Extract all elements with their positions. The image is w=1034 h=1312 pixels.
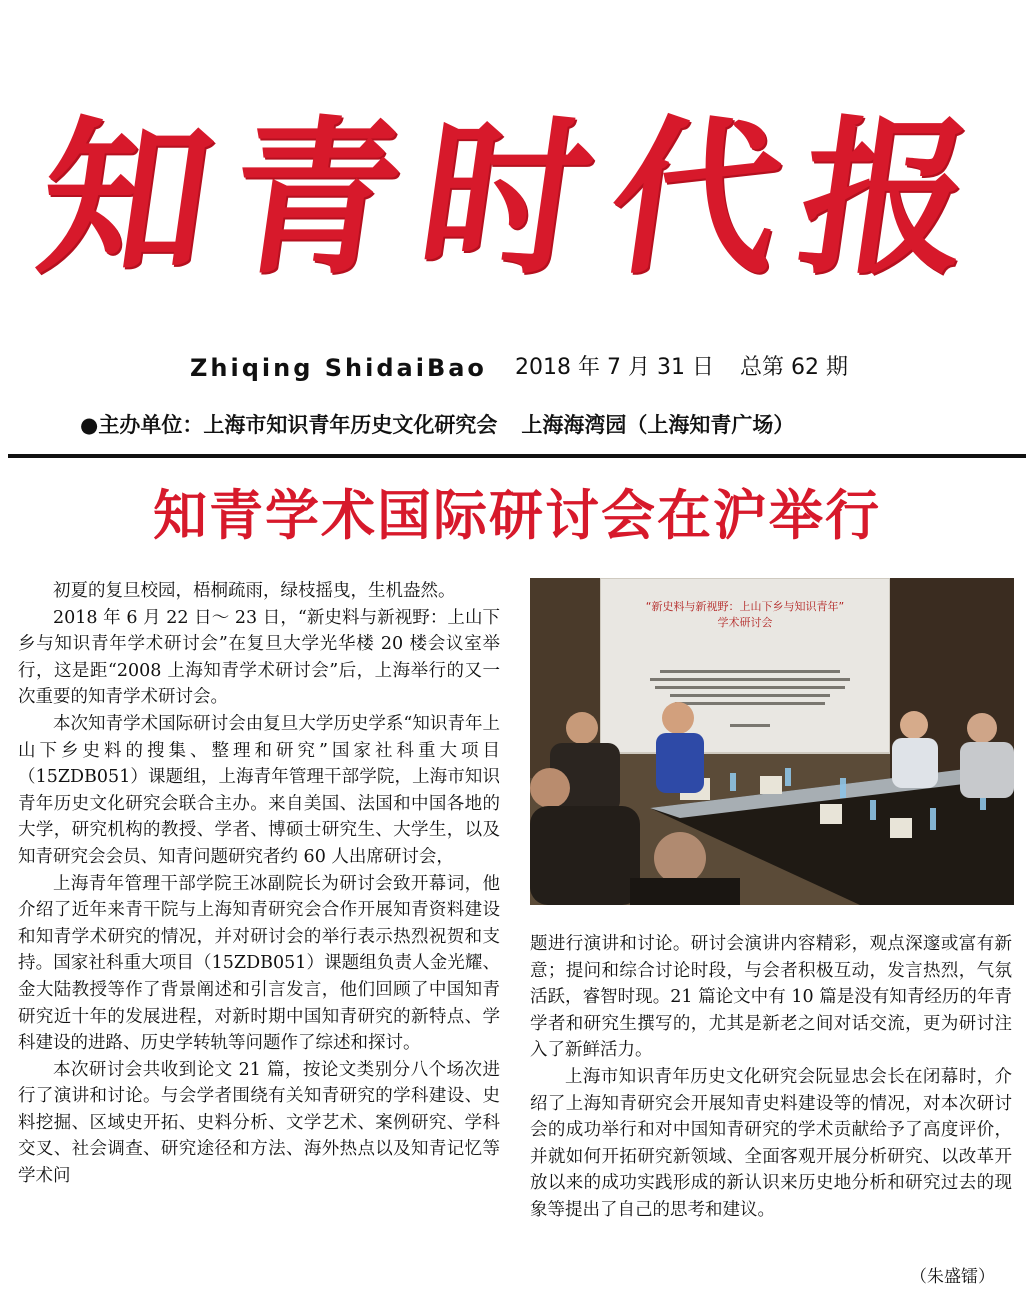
conference-photo-illustration [530,578,1014,905]
issue-number: 总第 62 期 [740,355,848,380]
banner-line2: 学术研讨会 [717,616,773,629]
masthead-logo: 知青时代报 [28,99,1006,297]
article-paragraph: 上海市知识青年历史文化研究会阮显忠会长在闭幕时，介绍了上海知青研究会开展知青史料建设等的情况，对本次研讨会的成功举行和对中国知青研究的学术贡献给予了高度评价，并就如何开拓研究新领域、全面客观开展分析研究、以改革开放以来的成功实践形成的新认识来历史地分析和研究过去的现象等提出了自己的思考和建议。 [530,1066,1012,1220]
article-paragraph: 题进行演讲和讨论。研讨会演讲内容精彩，观点深邃或富有新意；提问和综合讨论时段，与会者积极互动，发言热烈，气氛活跃，睿智时现。21 篇论文中有 10 篇是没有知青经历的年青学者和研究生撰写的，尤其是新老之间对话交流，更为研讨注入了新鲜活力。 [530,934,1012,1061]
article-byline: （朱盛镭） [910,1267,995,1287]
issue-date: 2018 年 7 月 31 日 [515,355,714,380]
article-paragraph: 本次知青学术国际研讨会由复旦大学历史学系“知识青年上山下乡史料的搜集、整理和研究”国家社科重大项目（15ZDB051）课题组，上海青年管理干部学院，上海市知识青年历史文化研究会联合主办。来自美国、法国和中国各地的大学，研究机构的教授、学者、博硕士研究生、大学生，以及知青研究会会员、知青问题研究者约 60 人出席研讨会， [18,713,500,867]
issue-meta-row [0,348,1034,388]
article-paragraph: 初夏的复旦校园，梧桐疏雨，绿枝摇曳，生机盎然。 [53,581,456,601]
publisher-org2: 上海海湾园（上海知青广场） [521,413,795,437]
publisher-line [80,408,1020,442]
header-divider [8,454,1026,458]
article-column-left [18,578,500,1306]
pinyin-title: Zhiqing ShidaiBao [190,354,487,382]
article-headline: 知青学术国际研讨会在沪举行 [153,483,881,547]
publisher-label: ●主办单位：上海市知识青年历史文化研究会 [80,413,498,437]
article-paragraph: 本次研讨会共收到论文 21 篇，按论文类别分八个场次进行了演讲和讨论。与会学者围绕有关知青研究的学科建设、史料挖掘、区域史开拓、史料分析、文学艺术、案例研究、学科交叉、社会调查、研究途径和方法、海外热点以及知青记忆等学术问 [18,1059,500,1187]
article-column-right [530,931,1012,1269]
banner-line1: “新史料与新视野：上山下乡与知识青年” [645,600,845,613]
article-paragraph: 2018 年 6 月 22 日～ 23 日，“新史料与新视野：上山下乡与知识青年学术研讨会”在复旦大学光华楼 20 楼会议室举行，这是距“2008 上海知青学术研讨会”后，上海举行的又一次重要的知青学术研讨会。 [18,607,500,708]
conference-photo [530,578,1014,905]
article-paragraph: 上海青年管理干部学院王冰副院长为研讨会致开幕词，他介绍了近年来青干院与上海知青研究会合作开展知青资料建设和知青学术研究的情况，并对研讨会的举行表示热烈祝贺和支持。国家社科重大项目（15ZDB051）课题组负责人金光耀、金大陆教授等作了背景阐述和引言发言，他们回顾了中国知青研究近十年的发展进程，对新时期中国知青研究的新特点、学科建设的进路、历史学转轨等问题作了综述和探讨。 [18,873,500,1054]
